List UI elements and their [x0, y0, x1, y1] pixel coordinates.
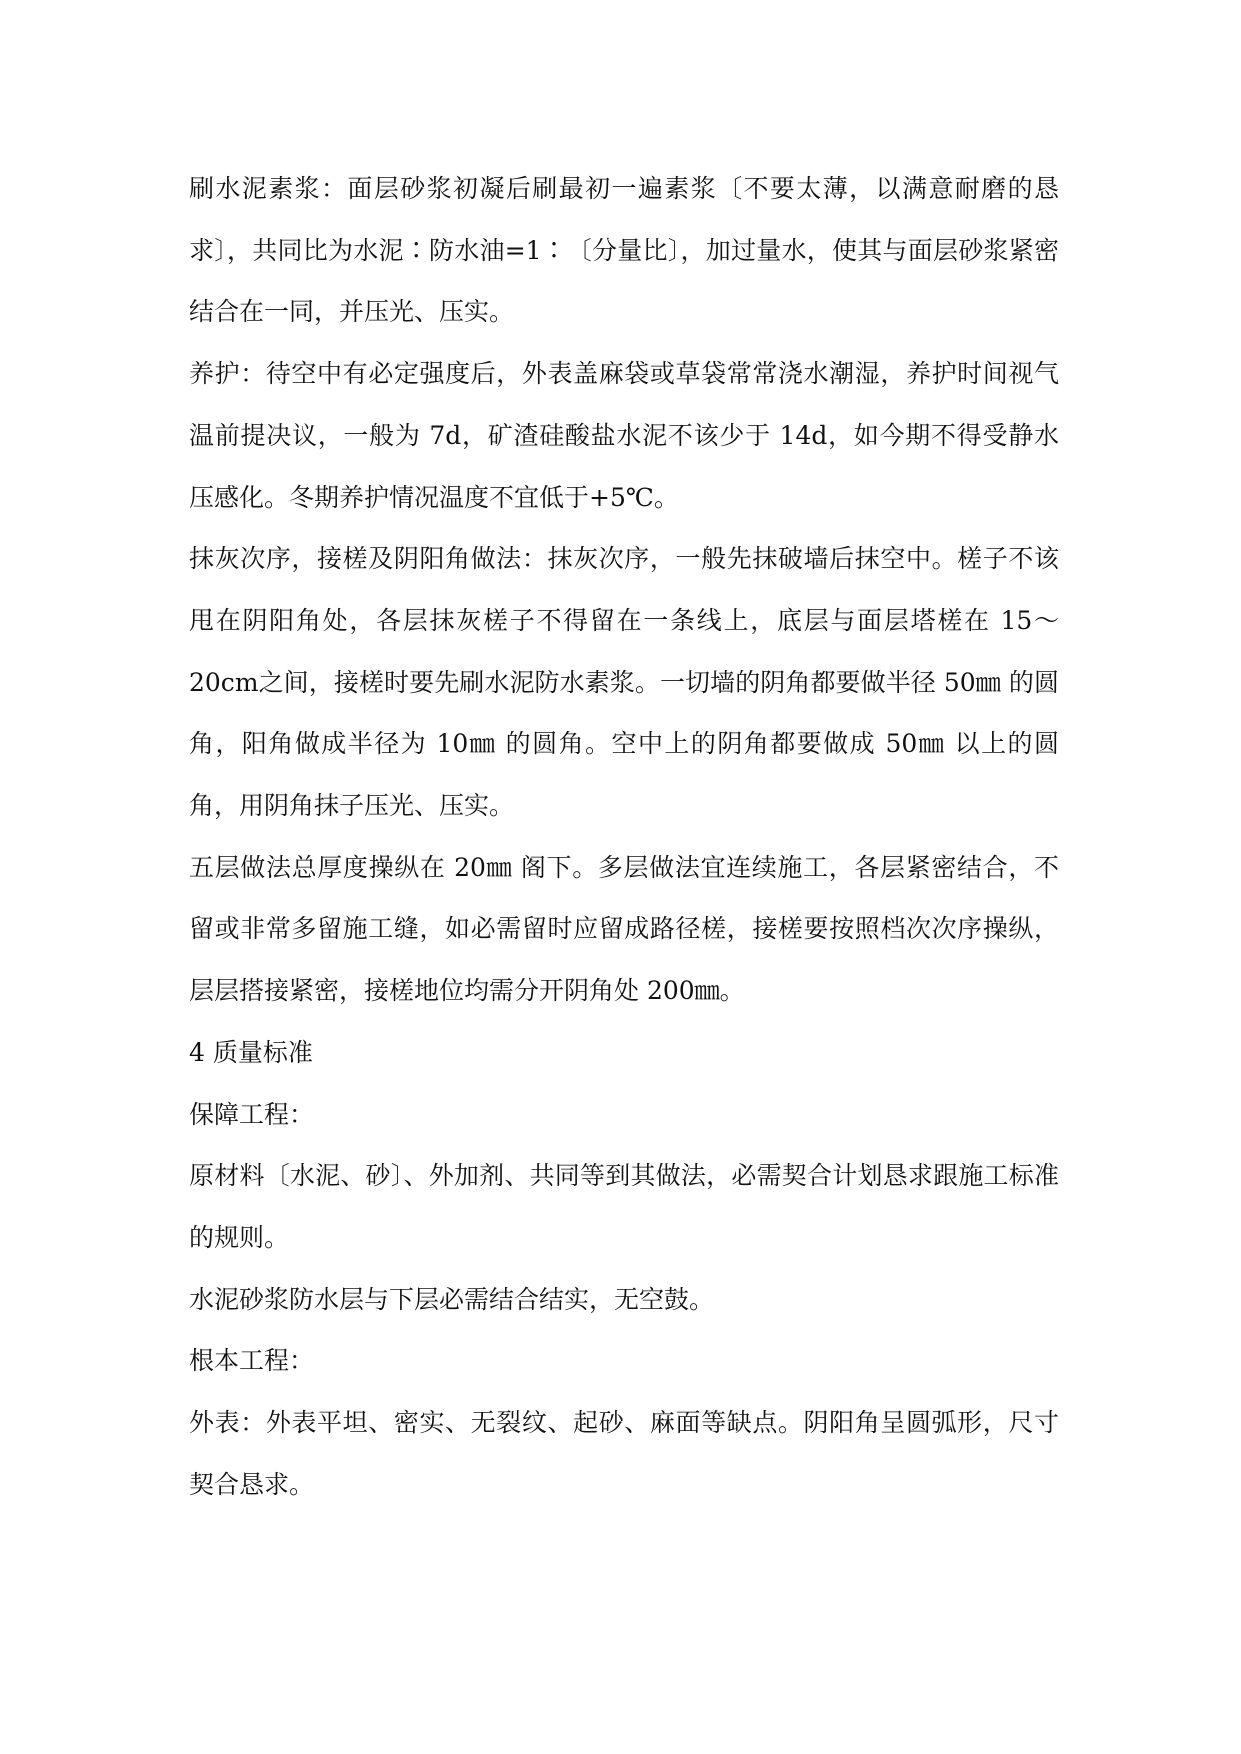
- paragraph-surface: 外表：外表平坦、密实、无裂纹、起砂、麻面等缺点。阴阳角呈圆弧形，尺寸契合恳求。: [189, 1408, 1059, 1499]
- subheading-basic-items: 根本工程：: [189, 1346, 315, 1376]
- paragraph-raw-materials: 原材料〔水泥、砂〕、外加剂、共同等到其做法，必需契合计划恳求跟施工标准的规则。: [189, 1161, 1059, 1252]
- paragraph-plastering-order: 抹灰次序，接槎及阴阳角做法：抹灰次序，一般先抹破墙后抹空中。槎子不该甩在阴阳角处，各层抹灰槎子不得留在一条线上，底层与面层塔槎在 15～20cm之间，接槎时要先刷水泥防水素浆。一切墙的阴角都要做半径 50㎜ 的圆角，阳角做成半径为 10㎜ 的圆角。空中上的阴角都要做成 50㎜ 以上的圆角，用阴角抹子压光、压实。: [189, 544, 1059, 821]
- paragraph-cement-slurry: 刷水泥素浆：面层砂浆初凝后刷最初一遍素浆〔不要太薄，以满意耐磨的恳求〕，共同比为水泥∶防水油=1∶〔分量比〕，加过量水，使其与面层砂浆紧密结合在一同，并压光、压实。: [189, 174, 1059, 327]
- document-body: [189, 158, 1059, 1515]
- subheading-guarantee-items: 保障工程：: [189, 1099, 315, 1129]
- paragraph-five-layer-method: 五层做法总厚度操纵在 20㎜ 阁下。多层做法宜连续施工，各层紧密结合，不留或非常多留施工缝，如必需留时应留成路径槎，接槎要按照档次次序操纵，层层搭接紧密，接槎地位均需分开阴角处 200㎜。: [189, 852, 1059, 1006]
- paragraph-curing: 养护：待空中有必定强度后，外表盖麻袋或草袋常常浇水潮湿，养护时间视气温前提决议，一般为 7d，矿渣硅酸盐水泥不该少于 14d，如今期不得受静水压感化。冬期养护情况温度不宜低于+5℃。: [189, 359, 1059, 512]
- section-heading-quality-standard: 4 质量标准: [189, 1037, 313, 1067]
- paragraph-bonding: 水泥砂浆防水层与下层必需结合结实，无空鼓。: [189, 1284, 715, 1314]
